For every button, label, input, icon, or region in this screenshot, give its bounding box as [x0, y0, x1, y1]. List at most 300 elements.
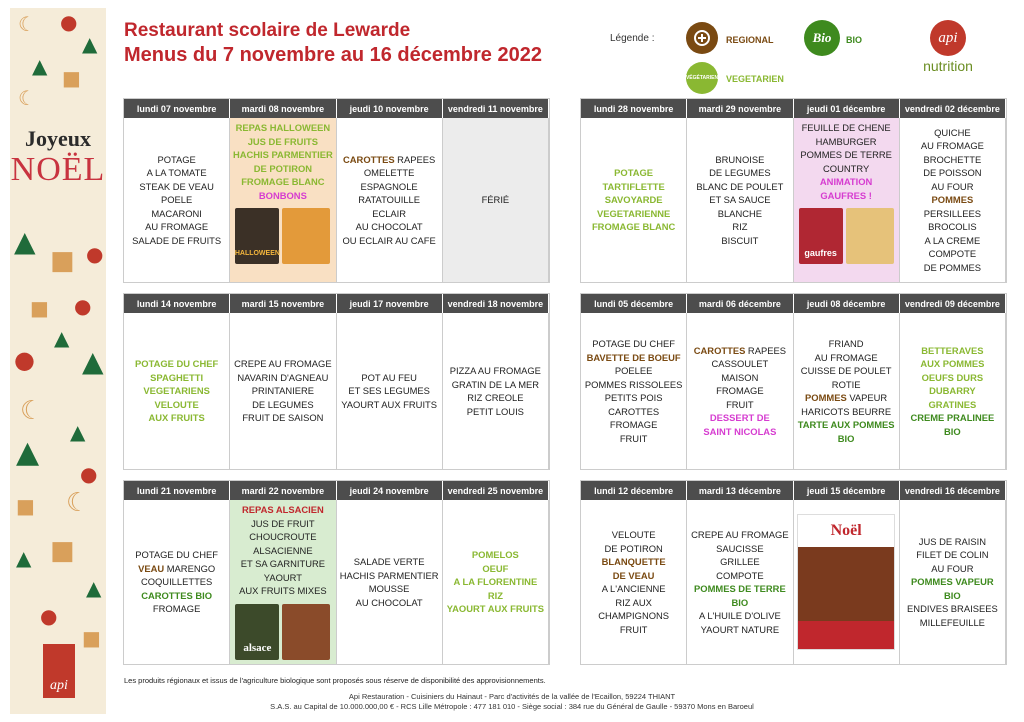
day-header: mardi 13 décembre	[687, 481, 793, 500]
day-header: jeudi 24 novembre	[337, 481, 443, 500]
menu-item: DE VEAU	[612, 569, 655, 581]
menu-item: SAINT NICOLAS	[703, 425, 777, 437]
day-menu	[687, 118, 793, 282]
menu-line	[838, 432, 855, 446]
menu-line	[716, 542, 763, 556]
menu-item: YAOURT NATURE	[700, 623, 780, 635]
menu-item: VEGETARIENNE	[596, 207, 671, 219]
menu-item: CREPE AU FROMAGE	[691, 529, 789, 540]
menu-item: MOUSSE	[368, 583, 410, 594]
menu-item: AU FROMAGE	[814, 351, 878, 363]
day-header: mardi 08 novembre	[230, 99, 336, 118]
menu-item: HAMBURGER	[815, 135, 877, 147]
day-menu	[124, 118, 230, 282]
menu-item: FRUIT	[726, 398, 754, 410]
tree-icon: ▲	[82, 32, 98, 56]
menu-line	[615, 364, 653, 378]
day-header: lundi 05 décembre	[581, 294, 687, 313]
menu-item: FRIAND	[828, 338, 864, 349]
menu-item: ET SA SAUCE	[709, 194, 771, 206]
bauble-icon: ●	[60, 10, 78, 34]
menu-line	[931, 180, 973, 194]
day-header: mardi 15 novembre	[230, 294, 336, 313]
menu-line	[450, 364, 541, 378]
legend-vegetarien: VEGETARIEN	[726, 74, 784, 84]
menu-line	[356, 596, 423, 610]
menu-line	[141, 589, 212, 603]
day-header: jeudi 17 novembre	[337, 294, 443, 313]
menu-week-block	[123, 480, 550, 665]
gift-icon: ■	[62, 66, 81, 90]
menu-line	[805, 391, 887, 405]
noel-text: NOËL	[10, 151, 106, 188]
menu-item: BLANQUETTE	[601, 556, 666, 567]
menu-item: JUS DE FRUITS	[247, 135, 319, 147]
menu-line	[597, 207, 670, 221]
croissant-icon: ☾	[18, 86, 36, 110]
menu-item: HACHIS PARMENTIER	[339, 569, 439, 581]
menu-line	[732, 220, 747, 234]
tree-icon: ▲	[54, 326, 70, 350]
day-menu	[443, 313, 549, 469]
menu-line	[139, 180, 214, 194]
day-header: lundi 14 novembre	[124, 294, 230, 313]
menu-line	[150, 371, 203, 385]
menu-item: ANIMATION	[819, 176, 873, 187]
day-menu	[337, 118, 443, 282]
menu-line	[922, 371, 983, 385]
menu-item: AU CHOCOLAT	[355, 221, 423, 233]
menu-line	[248, 135, 318, 149]
menu-line	[143, 384, 210, 398]
food-photo	[846, 208, 894, 264]
menu-item: SPAGHETTI	[150, 371, 204, 383]
menu-item: POMMES DE TERRE	[800, 149, 892, 160]
menu-line	[916, 548, 988, 562]
menu-item: SALADE DE FRUITS	[132, 234, 222, 246]
menu-line	[721, 234, 758, 248]
day-header: jeudi 01 décembre	[794, 99, 900, 118]
nutrition-text: nutrition	[923, 58, 973, 74]
day-menu	[443, 500, 549, 664]
tree-icon: ▲	[82, 345, 104, 378]
menu-line	[907, 602, 998, 616]
tree-icon: ▲	[14, 225, 36, 258]
menu-item: FRUIT DE SAISON	[242, 412, 324, 424]
day-menu	[794, 313, 900, 469]
bio-icon: Bio	[804, 20, 840, 56]
menu-item: A L'HUILE D'OLIVE	[699, 610, 781, 621]
menu-line	[151, 207, 202, 221]
menu-item-rest: PERSILLEES	[923, 207, 982, 219]
menu-item: OEUF	[482, 562, 509, 574]
menu-line	[696, 180, 783, 194]
menu-line	[929, 384, 976, 398]
menu-line	[928, 220, 976, 234]
day-menu	[124, 500, 230, 664]
menu-line	[354, 555, 425, 569]
day-menu	[581, 500, 687, 664]
legend-bio: BIO	[846, 35, 863, 45]
menu-item: FROMAGE BLANC	[591, 221, 676, 233]
menu-line	[726, 398, 754, 412]
noel-menu-image	[797, 514, 895, 650]
noel-image-footer	[798, 621, 894, 649]
day-header: mardi 29 novembre	[687, 99, 793, 118]
day-header: jeudi 15 décembre	[794, 481, 900, 500]
menu-line	[447, 602, 544, 616]
menu-line	[920, 616, 985, 630]
menu-line	[703, 425, 776, 439]
menu-line	[801, 364, 892, 378]
menu-item: PRINTANIERE	[251, 385, 315, 397]
menu-line	[592, 337, 675, 351]
menu-week-block	[580, 98, 1007, 283]
menu-item: POMMES	[931, 194, 974, 206]
menu-item: POELE	[160, 194, 193, 206]
themed-image	[799, 208, 894, 264]
menu-line	[929, 247, 976, 261]
menu-item: CAROTTES BIO	[141, 589, 213, 601]
menu-item: OMELETTE	[363, 167, 415, 179]
menu-item: SAVOYARDE	[604, 194, 663, 206]
menu-line	[361, 180, 418, 194]
menu-item: GAUFRES !	[820, 189, 872, 201]
menu-item: CHOUCROUTE	[249, 531, 317, 542]
day-menu	[443, 118, 549, 282]
menu-line	[620, 432, 648, 446]
menu-line	[364, 166, 415, 180]
menu-item: A LA FLORENTINE	[453, 576, 538, 588]
day-header: lundi 12 décembre	[581, 481, 687, 500]
day-menu	[581, 118, 687, 282]
menu-line	[239, 584, 327, 598]
menu-item: A LA TOMATE	[146, 167, 207, 179]
menu-line	[691, 528, 788, 542]
menu-item: AU FOUR	[931, 180, 974, 192]
menu-line	[732, 596, 749, 610]
menu-line	[343, 153, 435, 167]
day-menu	[900, 500, 1006, 664]
menu-item: ROTIE	[831, 378, 861, 390]
menu-item: DUBARRY	[929, 385, 976, 397]
menu-line	[241, 175, 324, 189]
api-logo: api	[930, 20, 966, 56]
menu-line	[701, 623, 779, 637]
menu-line	[237, 371, 328, 385]
menu-item: ALSACIENNE	[253, 544, 313, 556]
menu-line	[233, 148, 333, 162]
footer-line-1: Api Restauration - Cuisiniers du Hainaut - Parc d'activités de la vallée de l'Ecaillon, 59224 THIANT	[348, 692, 676, 701]
menu-line	[161, 193, 192, 207]
menu-item: COUNTRY	[823, 162, 870, 174]
menu-line	[602, 582, 666, 596]
menu-line	[369, 582, 410, 596]
menu-item: POMMES	[805, 392, 847, 403]
menu-item: VELOUTE	[154, 398, 199, 410]
menu-line	[488, 589, 503, 603]
menu-line	[592, 220, 675, 234]
tree-icon: ▲	[16, 546, 32, 570]
menu-item-rest: RAPEES	[394, 153, 436, 165]
croissant-icon: ☾	[18, 12, 36, 36]
menu-item: DE LEGUMES	[709, 167, 771, 179]
menu-line	[711, 357, 768, 371]
menu-item: AU FROMAGE	[920, 140, 984, 152]
menu-item: RIZ	[732, 221, 748, 233]
menu-line	[820, 175, 872, 189]
menu-line	[604, 542, 662, 556]
menu-line	[716, 569, 763, 583]
menu-line	[249, 530, 316, 544]
menu-line	[241, 557, 325, 571]
page-title: Restaurant scolaire de Lewarde	[124, 20, 411, 41]
menu-line	[602, 180, 664, 194]
menu-line	[802, 121, 891, 135]
tree-icon: ▲	[86, 576, 102, 600]
menu-item: CASSOULET	[711, 358, 769, 370]
menu-item: FÉRIÉ	[481, 194, 510, 206]
menu-item-rest: RAPEES	[745, 344, 786, 356]
menu-item: BLANCHE	[717, 207, 763, 219]
menu-line	[929, 398, 977, 412]
menu-line	[467, 405, 524, 419]
menu-item: HARICOTS BEURRE	[801, 405, 892, 417]
menu-item: CHAMPIGNONS	[598, 610, 670, 621]
menu-line	[615, 596, 651, 610]
menu-line	[341, 398, 437, 412]
day-menu	[230, 118, 336, 282]
menu-item: STEAK DE VEAU	[139, 180, 214, 192]
menu-line	[147, 166, 207, 180]
day-header: vendredi 02 décembre	[900, 99, 1006, 118]
menu-line	[620, 623, 648, 637]
menu-line	[815, 351, 878, 365]
menu-line	[921, 344, 983, 358]
menu-line	[602, 555, 666, 569]
menu-item: REPAS ALSACIEN	[241, 504, 324, 515]
menu-item: PETIT LOUIS	[466, 405, 524, 417]
menu-item-rest: VAPEUR	[846, 392, 888, 403]
theme-poster: HALLOWEEN	[235, 208, 279, 264]
menu-item: POTAGE DU CHEF	[135, 358, 219, 370]
christmas-side-banner	[10, 8, 106, 714]
menu-line	[252, 398, 313, 412]
menu-item: CAROTTES	[608, 405, 660, 417]
menu-item: AUX POMMES	[920, 358, 985, 370]
menu-item: SALADE VERTE	[353, 556, 425, 567]
menu-item: VELOUTE	[611, 529, 656, 540]
menu-line	[715, 153, 764, 167]
menu-line	[138, 562, 215, 576]
menu-line	[924, 261, 981, 275]
menu-item: POELEE	[614, 365, 653, 376]
gift-icon: ■	[50, 246, 75, 276]
menu-item: YAOURT	[263, 571, 302, 583]
menu-item: RIZ CREOLE	[467, 392, 524, 403]
menu-line	[141, 575, 212, 589]
menu-item: CREME PRALINEE	[910, 412, 995, 424]
day-header: vendredi 11 novembre	[443, 99, 549, 118]
bauble-icon: ●	[80, 462, 98, 486]
menu-line	[242, 411, 323, 425]
menu-item: REPAS HALLOWEEN	[235, 122, 331, 133]
menu-item: BROCHETTE	[923, 153, 982, 165]
menu-line	[718, 207, 762, 221]
day-menu	[794, 118, 900, 282]
menu-item: CAROTTES	[693, 344, 746, 356]
menu-line	[472, 548, 519, 562]
gift-icon: ■	[82, 626, 101, 650]
menu-line	[157, 153, 195, 167]
menu-item: NAVARIN D'AGNEAU	[237, 371, 329, 383]
menu-item: MACARONI	[151, 207, 202, 219]
menu-item: FRUIT	[619, 432, 648, 444]
menu-line	[605, 193, 663, 207]
menu-line	[342, 234, 435, 248]
menu-line	[264, 571, 302, 585]
api-nutrition-logo	[912, 20, 984, 74]
menu-item: BRUNOISE	[715, 153, 765, 165]
menu-line	[598, 609, 669, 623]
menu-item: POTAGE	[614, 167, 654, 179]
day-menu	[687, 313, 793, 469]
menu-item: POTAGE	[157, 153, 196, 165]
menu-item: AU FROMAGE	[145, 221, 209, 233]
menu-item: MILLEFEUILLE	[919, 616, 985, 628]
day-menu	[687, 500, 793, 664]
menu-line	[614, 166, 653, 180]
theme-poster: gaufres	[799, 208, 843, 264]
menu-item: BIO	[944, 589, 961, 601]
themed-image	[235, 604, 330, 660]
menu-item: DE POMMES	[923, 261, 982, 273]
menu-line	[482, 562, 508, 576]
menu-line	[612, 528, 656, 542]
footer-line-2: S.A.S. au Capital de 10.000.000,00 € - RCS Lille Métropole : 477 181 010 - Siège social : 384 rue du Général de Gaulle - 59370 Mons en Baroeul	[270, 702, 754, 711]
menu-week-block	[123, 293, 550, 470]
menu-line	[252, 384, 314, 398]
day-menu	[337, 313, 443, 469]
day-menu	[900, 313, 1006, 469]
menu-line	[720, 555, 760, 569]
menu-item: POTAGE DU CHEF	[592, 338, 675, 349]
menu-line	[920, 357, 984, 371]
menu-line	[135, 548, 218, 562]
menu-item: YAOURT AUX FRUITS	[446, 603, 544, 615]
menu-item-rest: MARENGO	[164, 562, 216, 574]
menu-item: OU ECLAIR AU CAFE	[342, 234, 436, 246]
joyeux-text: Joyeux	[25, 126, 91, 151]
croissant-icon: ☾	[66, 488, 90, 518]
menu-line	[832, 378, 861, 392]
day-header: vendredi 18 novembre	[443, 294, 549, 313]
menu-item: POTAGE DU CHEF	[135, 549, 218, 561]
api-side-logo: api	[43, 644, 75, 698]
menu-line	[454, 575, 538, 589]
menu-line	[921, 139, 984, 153]
menu-item: MAISON	[721, 371, 759, 383]
day-header: jeudi 10 novembre	[337, 99, 443, 118]
menu-line	[829, 337, 864, 351]
menu-line	[452, 378, 539, 392]
menu-line	[348, 384, 430, 398]
menu-item: BIO	[944, 425, 961, 437]
legend-regional: REGIONAL	[726, 35, 774, 45]
menu-item: AU FOUR	[931, 562, 974, 574]
menu-item: YAOURT AUX FRUITS	[341, 398, 438, 410]
menu-line	[944, 425, 961, 439]
menu-line	[709, 193, 770, 207]
menu-item: GRILLEE	[720, 556, 760, 567]
menu-line	[934, 126, 970, 140]
menu-item: FROMAGE BLANC	[241, 176, 325, 187]
menu-item: BLANC DE POULET	[696, 180, 784, 192]
menu-line	[613, 569, 655, 583]
menu-item: CAROTTES	[343, 153, 395, 165]
menu-item: AUX FRUITS MIXES	[239, 585, 327, 596]
menu-line	[234, 357, 331, 371]
bauble-icon: ●	[74, 294, 92, 318]
menu-line	[236, 121, 331, 135]
menu-line	[361, 371, 417, 385]
menu-item: BAVETTE DE BOEUF	[586, 351, 681, 363]
menu-line	[910, 411, 994, 425]
festive-food-photo	[798, 547, 894, 621]
menu-item: JUS DE FRUIT	[251, 517, 315, 529]
menu-item: POMELOS	[471, 549, 519, 561]
menu-week-block	[580, 293, 1007, 470]
menu-item: FRUIT	[619, 623, 648, 635]
menu-line	[259, 189, 307, 203]
bauble-icon: ●	[86, 242, 104, 266]
themed-image	[235, 208, 330, 264]
menu-line	[372, 207, 406, 221]
menu-item: ESPAGNOLE	[360, 180, 418, 192]
menu-line	[823, 162, 869, 176]
menu-line	[482, 193, 510, 207]
menu-item: PIZZA AU FROMAGE	[449, 365, 541, 376]
menu-item: BIO	[837, 432, 855, 444]
croissant-icon: ☾	[20, 396, 44, 426]
legend-label: Légende :	[610, 33, 655, 44]
day-menu	[581, 313, 687, 469]
menu-line	[242, 503, 324, 517]
menu-item: ENDIVES BRAISEES	[907, 603, 998, 615]
menu-line	[721, 371, 758, 385]
gift-icon: ■	[16, 494, 35, 518]
day-header: vendredi 16 décembre	[900, 481, 1006, 500]
menu-item: ECLAIR	[372, 207, 407, 219]
day-header: mardi 06 décembre	[687, 294, 793, 313]
menu-item: BISCUIT	[721, 234, 759, 246]
menu-item: POT AU FEU	[361, 371, 417, 383]
menu-line	[919, 535, 986, 549]
menu-item: POMMES VAPEUR	[911, 576, 994, 588]
page-subtitle: Menus du 7 novembre au 16 décembre 2022	[124, 44, 542, 66]
menu-line	[356, 220, 423, 234]
day-header: lundi 07 novembre	[124, 99, 230, 118]
menu-item: A L'ANCIENNE	[601, 583, 666, 594]
day-menu	[900, 118, 1006, 282]
menu-line	[944, 589, 961, 603]
menu-item: DE POTIRON	[253, 162, 313, 174]
noel-image-title: Noël	[830, 522, 862, 540]
menu-item: HACHIS PARMENTIER	[232, 149, 333, 160]
menu-item: BONBONS	[258, 189, 307, 201]
menu-item: JUS DE RAISIN	[918, 535, 986, 547]
menu-item: DESSERT DE	[709, 412, 770, 424]
